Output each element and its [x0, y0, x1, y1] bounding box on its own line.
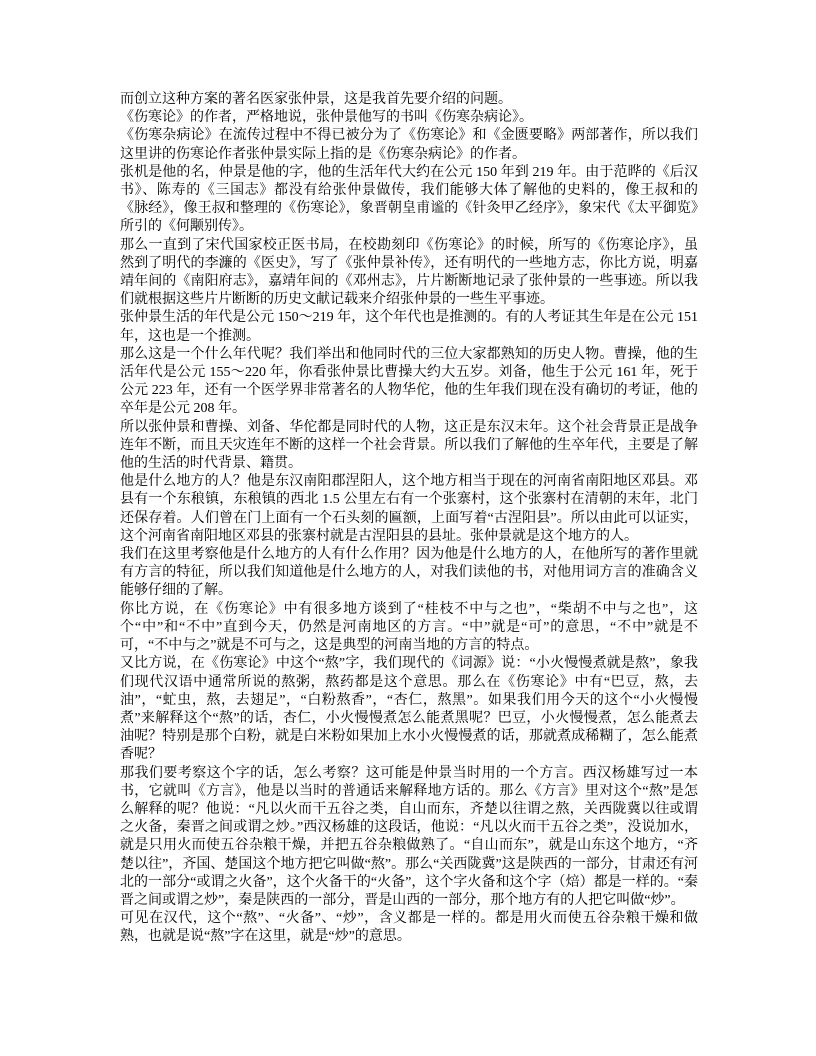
- paragraph: 那么一直到了宋代国家校正医书局，在校勘刻印《伤寒论》的时候，所写的《伤寒论序》，虽然到了明代的李濂的《医史》，写了《张仲景补传》，还有明代的一些地方志，你比方说，明嘉靖年间的《南阳府志》，嘉靖年间的《邓州志》，片片断断地记录了张仲景的一些事迹。所以我们就根据这些片片断断的历史文献记载来介绍张仲景的一些生平事迹。: [120, 237, 698, 308]
- paragraph: 可见在汉代，这个“熬”、“火备”、“炒”，含义都是一样的。都是用火而使五谷杂粮干燥和做熟，也就是说“熬”字在这里，就是“炒”的意思。: [120, 911, 698, 945]
- paragraph: 那么这是一个什么年代呢？我们举出和他同时代的三位大家都熟知的历史人物。曹操，他的生活年代是公元 155～220 年，你看张仲景比曹操大约大五岁。刘备，他生于公元 161 年，死于公元 223 年，还有一个医学界非常著名的人物华佗，他的生年我们现在没有确切的考证，他的卒年是公元 208 年。: [120, 346, 698, 417]
- paragraph: 所以张仲景和曹操、刘备、华佗都是同时代的人物，这正是东汉末年。这个社会背景正是战争连年不断，而且天灾连年不断的这样一个社会背景。所以我们了解他的生卒年代，主要是了解他的生活的时代背景、籍贯。: [120, 419, 698, 472]
- paragraph: 而创立这种方案的著名医家张仲景，这是我首先要介绍的问题。: [120, 92, 512, 107]
- paragraph: 那我们要考察这个字的话，怎么考察？这可能是仲景当时用的一个方言。西汉杨雄写过一本书，它就叫《方言》，他是以当时的普通话来解释地方话的。那么《方言》里对这个“熬”是怎么解释的呢？他说：“凡以火而干五谷之类，自山而东，齐楚以往谓之熬，关西陇冀以往或谓之火备，秦晋之间或谓之炒。”西汉杨雄的这段话，他说：“凡以火而干五谷之类”，没说加水，就是只用火而使五谷杂粮干燥，并把五谷杂粮做熟了。“自山而东”，就是山东这个地方，“齐楚以往”，齐国、楚国这个地方把它叫做“熬”。那么“关西陇冀”这是陕西的一部分，甘肃还有河北的一部分“或谓之火备”，这个火备干的“火备”，这个字火备和这个字（焙）都是一样的。“秦晋之间或谓之炒”，秦是陕西的一部分，晋是山西的一部分，那个地方有的人把它叫做“炒”。: [120, 765, 698, 908]
- paragraph: 《伤寒杂病论》在流传过程中不得已被分为了《伤寒论》和《金匮要略》两部著作，所以我们这里讲的伤寒论作者张仲景实际上指的是《伤寒杂病论》的作者。: [120, 128, 698, 162]
- paragraph: 他是什么地方的人？他是东汉南阳郡涅阳人，这个地方相当于现在的河南省南阳地区邓县。邓县有一个东稂镇，东稂镇的西北 1.5 公里左右有一个张寨村，这个张寨村在清朝的末年，北门还保存着。人们曾在门上面有一个石头刻的匾额，上面写着“古涅阳县”。所以由此可以证实，这个河南省南阳地区邓县的张寨村就是古涅阳县的县址。张仲景就是这个地方的人。: [120, 474, 698, 544]
- paragraph: 又比方说，在《伤寒论》中这个“熬”字，我们现代的《词源》说：“小火慢慢煮就是熬”，象我们现代汉语中通常所说的熬粥，熬药都是这个意思。那么在《伤寒论》中有“巴豆，熬，去油”，“虻虫，熬，去翅足”，“白粉熬香”，“杏仁，熬黑”。如果我们用今天的这个“小火慢慢煮”来解释这个“熬”的话，杏仁，小火慢慢煮怎么能煮黑呢？巴豆，小火慢慢煮，怎么能煮去油呢？特别是那个白粉，就是白米粉如果加上水小火慢慢煮的话，那就煮成稀糊了，怎么能煮香呢？: [120, 656, 698, 763]
- paragraph: 《伤寒论》的作者，严格地说，张仲景他写的书叫《伤寒杂病论》。: [120, 110, 533, 126]
- paragraph: 张仲景生活的年代是公元 150～219 年，这个年代也是推测的。有的人考证其生年是在公元 151 年，这也是一个推测。: [120, 310, 698, 344]
- paragraph: 我们在这里考察他是什么地方的人有什么作用？因为他是什么地方的人，在他所写的著作里就有方言的特征，所以我们知道他是什么地方的人，对我们读他的书，对他用词方言的准确含义能够仔细的了解。: [120, 547, 698, 599]
- document-body: [120, 91, 698, 947]
- paragraph: 张机是他的名，仲景是他的字，他的生活年代大约在公元 150 年到 219 年。由于范晔的《后汉书》、陈寿的《三国志》都没有给张仲景做传，我们能够大体了解他的史料的，像王叔和的《脉经》，像王叔和整理的《伤寒论》，象晋朝皇甫谧的《针灸甲乙经序》，象宋代《太平御览》所引的《何颙别传》。: [120, 164, 698, 235]
- paragraph: 你比方说，在《伤寒论》中有很多地方谈到了“桂枝不中与之也”，“柴胡不中与之也”，这个“中”和“不中”直到今天，仍然是河南地区的方言。“中”就是“可”的意思，“不中”就是不可，“不中与之”就是不可与之，这是典型的河南当地的方言的特点。: [120, 601, 698, 654]
